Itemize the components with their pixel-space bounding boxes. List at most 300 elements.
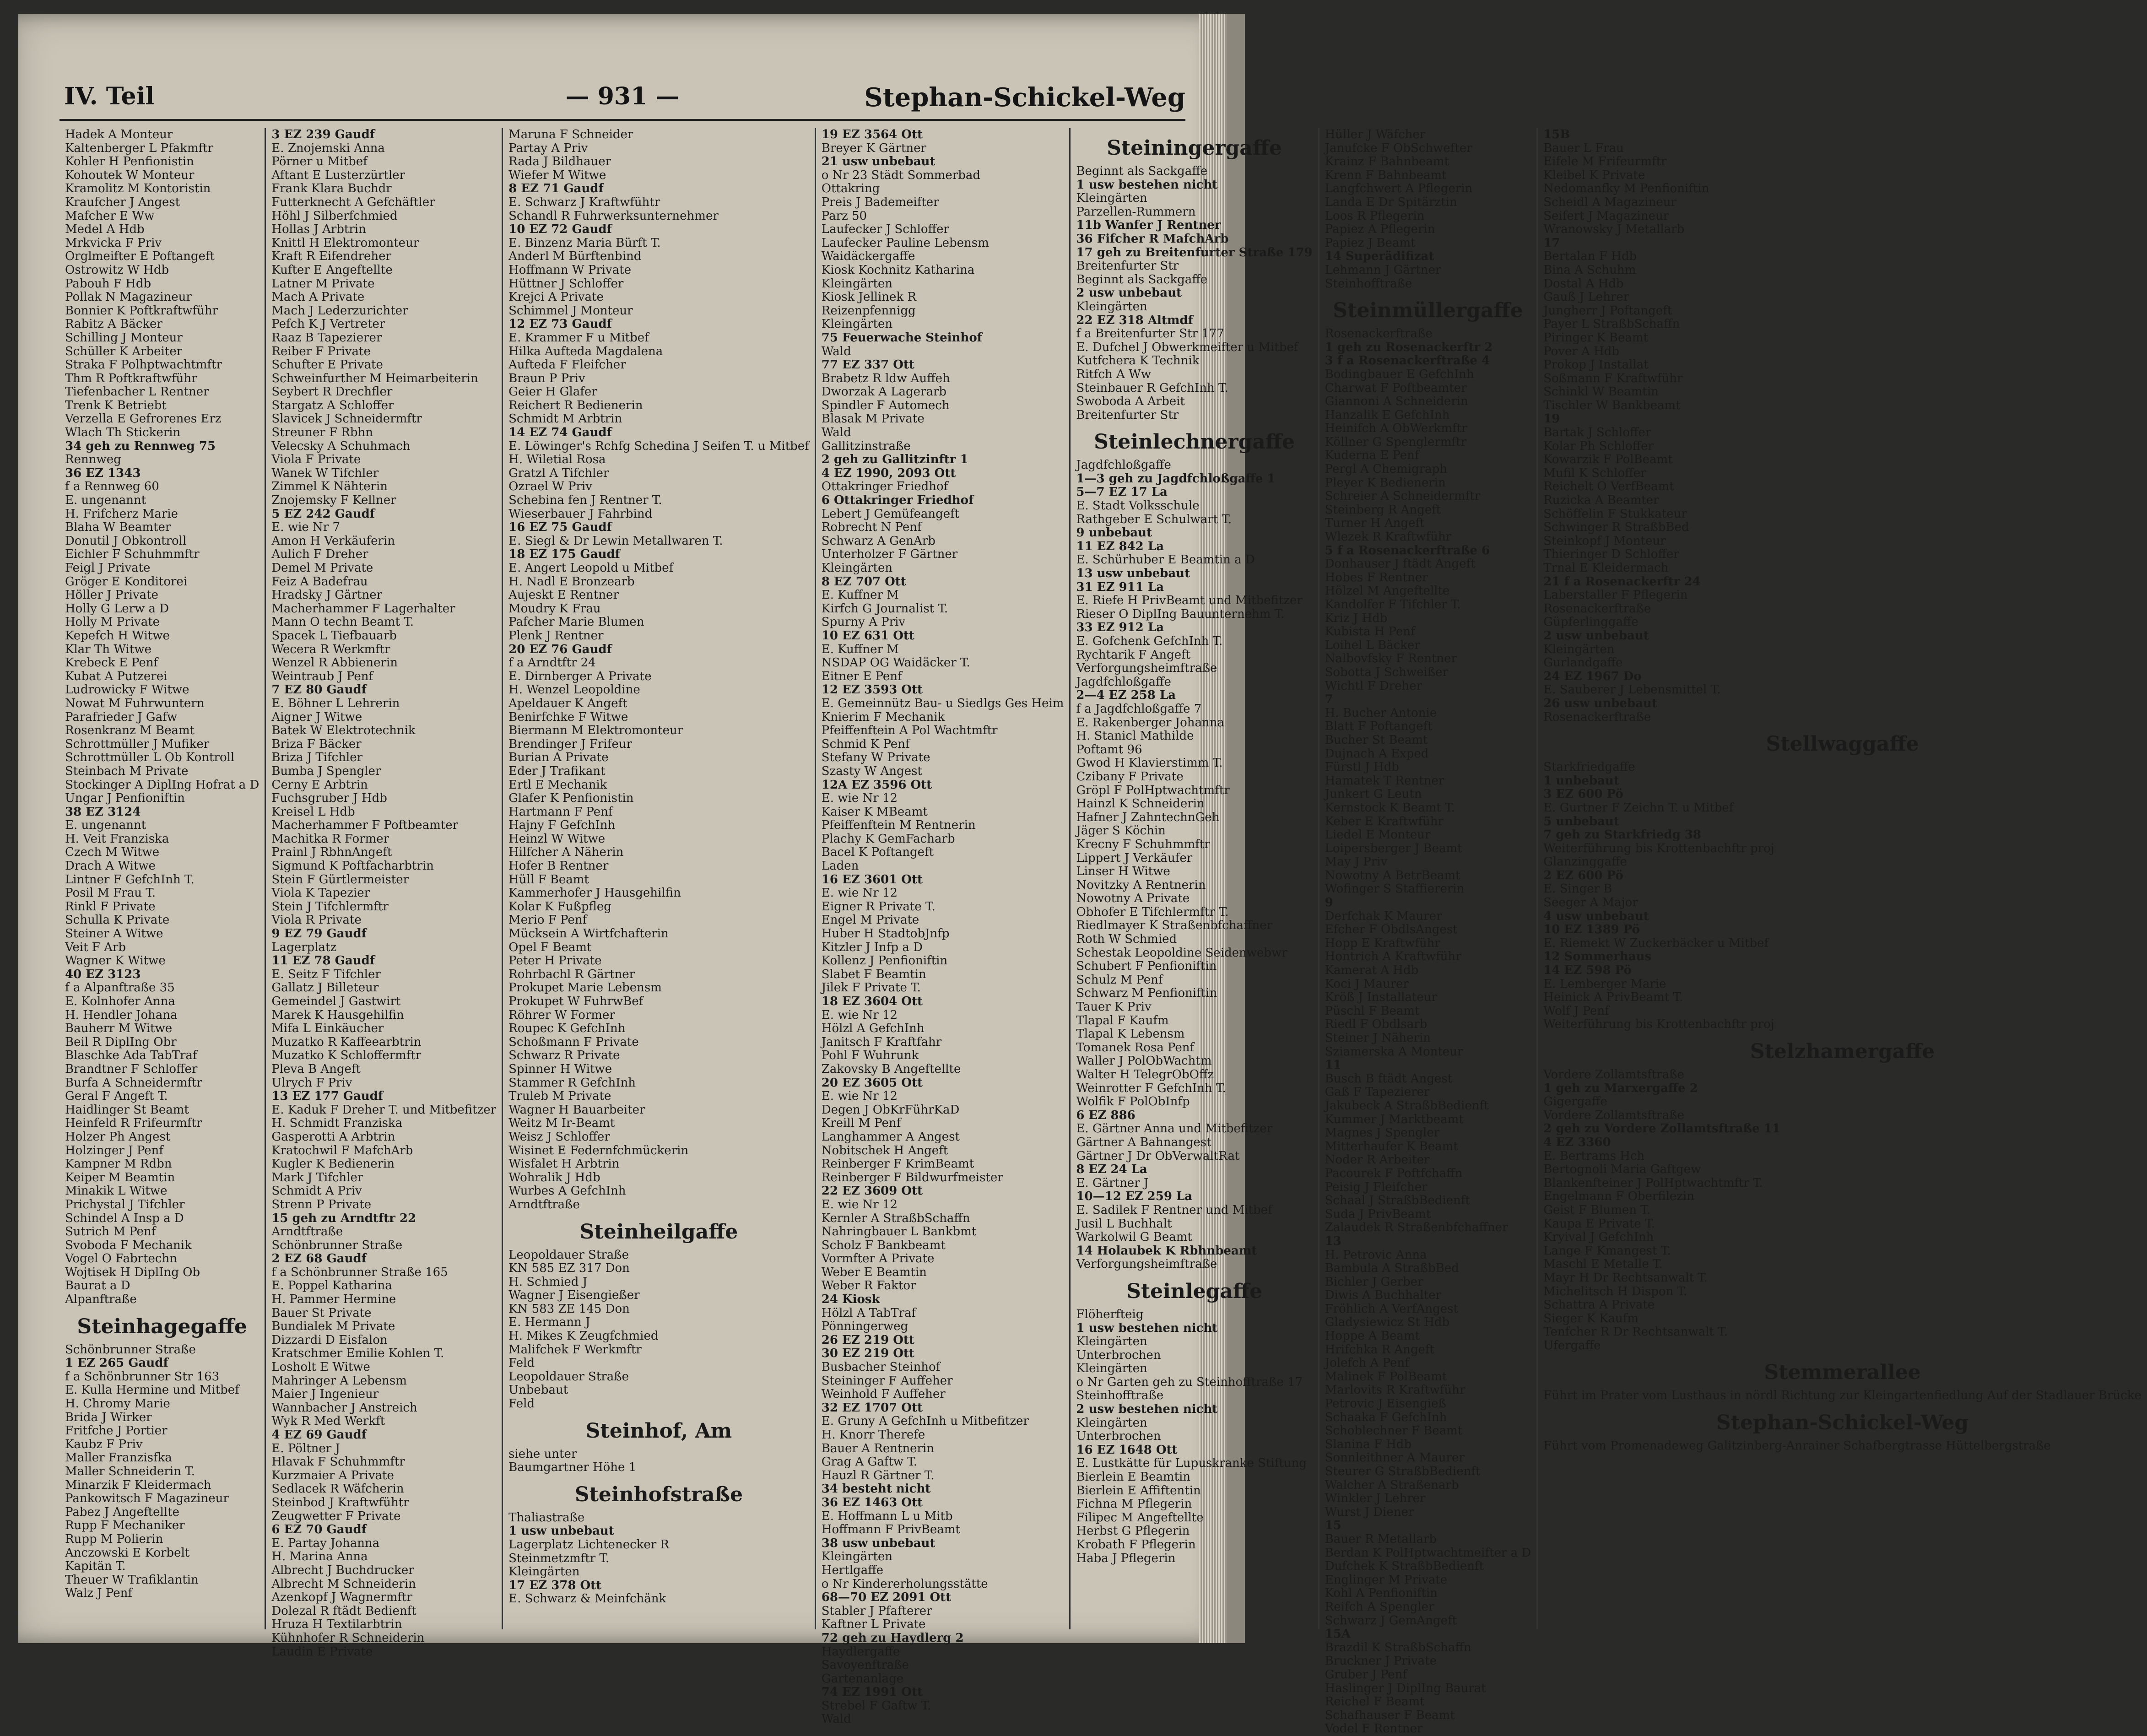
directory-entry: Kugler K Bedienerin [271, 1157, 395, 1171]
directory-entry: Gaß F Tapezierer [1325, 1085, 1430, 1099]
directory-entry: Stockinger A DiplIng Hofrat a D [65, 778, 260, 792]
directory-entry: Bartak J Schloffer [1543, 426, 1651, 440]
directory-entry: Anczowski E Korbelt [65, 1546, 190, 1560]
directory-entry: Gauß J Lehrer [1543, 290, 1629, 304]
street-heading: Steinhof, Am [585, 1419, 732, 1443]
directory-entry: KN 585 EZ 317 Don [508, 1261, 630, 1276]
directory-entry: Weiterführung bis Krottenbachftr proj [1543, 1017, 1774, 1032]
directory-entry: Gallitzinstraße [821, 439, 911, 453]
directory-entry: Briza F Bäcker [271, 737, 362, 751]
directory-entry: Loihel L Bäcker [1325, 638, 1420, 652]
directory-entry: Jagdfchloßgaffe [1076, 675, 1171, 689]
directory-entry: Unbebaut [508, 1383, 568, 1397]
directory-entry: Kleingärten [1076, 1362, 1147, 1376]
directory-entry: Marlovits R Kraftwführ [1325, 1383, 1466, 1397]
directory-entry: Rychtarik F Angeft [1076, 648, 1191, 662]
directory-entry: Aftant E Lusterzürtler [271, 168, 405, 182]
directory-entry: 22 EZ 3609 Ott [821, 1184, 923, 1198]
directory-entry: 74 EZ 1991 Ott [821, 1685, 923, 1699]
directory-entry: Stabler J Pfafterer [821, 1604, 932, 1618]
directory-entry: Prokupet W FuhrwBef [508, 995, 644, 1008]
directory-entry: Turner H Angeft [1325, 516, 1425, 530]
directory-entry: Brendinger J Frifeur [508, 737, 632, 751]
directory-entry: Riedl F Obdlsarb [1325, 1017, 1428, 1032]
directory-entry: Schulz M Penf [1076, 973, 1163, 987]
directory-entry: Strebel F Gaftw T. [821, 1698, 931, 1713]
directory-entry: Tauer K Priv [1076, 1000, 1152, 1014]
directory-entry: E. Lustkätte für Lupuskranke Stiftung [1076, 1456, 1307, 1471]
directory-entry: Peisig J Fleifcher [1325, 1180, 1428, 1194]
directory-entry: Brandtner F Schloffer [65, 1062, 198, 1076]
directory-entry: Leopoldauer Straße [508, 1369, 629, 1384]
directory-entry: Krenn F Bahnbeamt [1325, 168, 1447, 182]
directory-entry: H. Stanicl Mathilde [1076, 729, 1194, 743]
directory-entry: Engel M Private [821, 913, 919, 927]
directory-entry: Kernler A StraßbSchaffn [821, 1211, 970, 1225]
directory-entry: Maier J Ingenieur [271, 1387, 379, 1401]
directory-entry: Blatt F Poftangeft [1325, 719, 1433, 734]
directory-entry: Rosenackerftraße [1543, 601, 1651, 616]
directory-entry: Ritfch A Ww [1076, 367, 1151, 381]
directory-entry: Weinrotter F GefchInh T. [1076, 1081, 1226, 1095]
directory-entry: Krebeck E Penf [65, 656, 158, 670]
directory-entry: Briza J Tifchler [271, 751, 363, 765]
directory-entry: Nowat M Fuhrwuntern [65, 696, 205, 710]
directory-entry: Walcher A Straßenarb [1325, 1478, 1459, 1492]
directory-entry: Reiber F Private [271, 344, 371, 358]
directory-entry: E. Singer B [1543, 882, 1612, 896]
directory-entry: Tiefenbacher L Rentner [65, 385, 209, 399]
directory-entry: Efcher F ObdlsAngest [1325, 923, 1458, 937]
directory-entry: Reinberger F KrimBeamt [821, 1157, 974, 1171]
directory-entry: Geist F Blumen T. [1543, 1203, 1651, 1217]
directory-entry: Schaaka F GefchInh [1325, 1410, 1447, 1424]
directory-entry: 11 EZ 842 La [1076, 539, 1164, 553]
directory-entry: Weber E Beamtin [821, 1265, 927, 1279]
directory-entry: Medel A Hdb [65, 222, 145, 237]
directory-entry: Kubat A Putzerei [65, 669, 168, 683]
directory-entry: Kaltenberger L Pfakmftr [65, 141, 214, 155]
directory-entry: Rennweg [65, 453, 121, 467]
directory-entry: 7 EZ 80 Gaudf [271, 683, 367, 697]
directory-entry: Wagner K Witwe [65, 954, 166, 968]
directory-entry: Warkolwil G Beamt [1076, 1230, 1192, 1244]
directory-entry: Apeldauer K Angeft [508, 696, 627, 710]
directory-entry: Rinkl F Private [65, 899, 156, 914]
directory-entry: Vodel F Rentner [1325, 1722, 1423, 1736]
directory-entry: 19 [1543, 412, 1560, 426]
directory-entry: E. Kuffner M [821, 588, 899, 602]
directory-entry: Junkert G Leutn [1325, 787, 1422, 801]
directory-entry: Sutrich M Penf [65, 1225, 156, 1239]
directory-entry: Pergl A Chemigraph [1325, 462, 1447, 476]
directory-entry: Lippert J Verkäufer [1076, 851, 1193, 865]
directory-entry: Ufergaffe [1543, 1338, 1601, 1352]
directory-entry: Rosenackerftraße [1325, 327, 1433, 341]
directory-entry: 11 [1325, 1058, 1341, 1072]
directory-entry: E. Kuffner M [821, 642, 899, 656]
directory-entry: E. Gärtner J [1076, 1176, 1149, 1190]
directory-entry: Kamerat A Hdb [1325, 963, 1419, 978]
directory-entry: Macherhammer F Lagerhalter [271, 601, 455, 616]
directory-entry: Reinberger F Bildwurfmeister [821, 1170, 1003, 1184]
directory-entry: Dujnach A Exped [1325, 746, 1429, 761]
directory-entry: E. Kulla Hermine und Mitbef [65, 1383, 239, 1397]
directory-entry: 9 unbebaut [1076, 526, 1152, 540]
directory-entry: Wiefer M Witwe [508, 168, 606, 182]
directory-entry: f a Breitenfurter Str 177 [1076, 327, 1224, 341]
directory-entry: Stein J Tifchlermftr [271, 899, 389, 914]
directory-entry: Hlavak F Schuhmmftr [271, 1455, 405, 1469]
directory-entry: Michelitsch H Dispon T. [1543, 1284, 1687, 1298]
directory-entry: Fröhlich A VerfAngest [1325, 1302, 1458, 1316]
directory-entry: Peter H Private [508, 954, 602, 968]
directory-entry: Haydlergaffe [821, 1644, 900, 1659]
directory-entry: Krecny F Schuhmmftr [1076, 837, 1210, 851]
directory-entry: o Nr 23 Städt Sommerbad [821, 168, 981, 182]
directory-entry: Kohoutek W Monteur [65, 168, 195, 182]
directory-entry: Krobath F Pflegerin [1076, 1538, 1196, 1552]
directory-entry: Hanzalik E GefchInh [1325, 408, 1450, 422]
directory-entry: Nowotny A Private [1076, 892, 1190, 906]
directory-entry: Schwarz A GenArb [821, 534, 936, 548]
directory-entry: Steinmetzmftr T. [508, 1551, 610, 1565]
directory-entry: 18 EZ 175 Gaudf [508, 547, 620, 562]
directory-entry: Znojemsky F Kellner [271, 493, 396, 508]
directory-entry: Wald [821, 344, 851, 358]
directory-entry: Schulla K Private [65, 913, 170, 927]
directory-entry: E. wie Nr 12 [821, 886, 898, 900]
directory-entry: Hamatek T Rentner [1325, 773, 1444, 788]
directory-entry: Kammerhofer J Hausgehilfin [508, 886, 681, 900]
directory-entry: Parafrieder J Gafw [65, 710, 178, 724]
directory-entry: Berdan K PolHptwachtmeifter a D [1325, 1546, 1531, 1560]
directory-entry: 14 EZ 598 Pö [1543, 963, 1632, 978]
directory-entry: Rada J Bildhauer [508, 155, 611, 169]
directory-entry: Püschl F Beamt [1325, 1004, 1420, 1018]
directory-entry: 38 EZ 3124 [65, 805, 141, 819]
directory-entry: Holly M Private [65, 615, 160, 629]
directory-entry: Sonnleithner A Maurer [1325, 1451, 1465, 1465]
directory-entry: Piringer K Beamt [1543, 330, 1649, 345]
directory-entry: Schreier A Schneidermftr [1325, 489, 1481, 503]
directory-entry: 10 EZ 1389 Pö [1543, 923, 1640, 937]
street-heading: Steinhofstraße [574, 1482, 743, 1506]
directory-entry: Muzatko R Kaffeearbtrin [271, 1035, 422, 1049]
directory-entry: H. Pammer Hermine [271, 1293, 396, 1307]
directory-entry: Bauer A Rentnerin [821, 1441, 935, 1455]
directory-entry: Pabouh F Hdb [65, 276, 151, 291]
street-heading: Steinmüllergaffe [1333, 299, 1523, 323]
directory-entry: 3 f a Rosenackerftraße 4 [1325, 354, 1490, 368]
directory-entry: Moudry K Frau [508, 601, 601, 616]
directory-entry: Kriz J Hdb [1325, 611, 1388, 625]
directory-entry: 12A EZ 3596 Ott [821, 778, 932, 792]
directory-entry: Hollas J Arbtrin [271, 222, 366, 237]
directory-entry: H. Nadl E Bronzearb [508, 574, 635, 589]
directory-entry: 34 besteht nicht [821, 1482, 931, 1496]
directory-entry: Bertognoli Maria Gaftgew [1543, 1163, 1701, 1177]
directory-entry: Strenn P Private [271, 1197, 372, 1211]
directory-entry: E. Stadt Volksschule [1076, 499, 1200, 513]
directory-entry: 36 EZ 1343 [65, 466, 141, 480]
directory-entry: Kleingärten [1076, 1335, 1147, 1349]
directory-entry: 12 Sommerhaus [1543, 950, 1652, 964]
directory-entry: Opel F Beamt [508, 940, 592, 954]
directory-entry: E. wie Nr 7 [271, 520, 341, 535]
directory-entry: Weintraub J Penf [271, 669, 373, 683]
directory-entry: Jakubeck A StraßbBedienft [1325, 1098, 1489, 1113]
directory-columns [59, 128, 2142, 1736]
directory-entry: Svoboda F Mechanik [65, 1238, 192, 1252]
directory-entry: Roth W Schmied [1076, 932, 1177, 946]
directory-entry: Feld [508, 1397, 535, 1411]
directory-entry: Schoßmann F Private [508, 1035, 639, 1049]
directory-entry: Schufter E Private [271, 358, 383, 372]
directory-entry: 10 EZ 72 Gaudf [508, 222, 612, 237]
directory-entry: Czibany F Private [1076, 769, 1184, 784]
directory-entry: Starkfriedgaffe [1543, 760, 1635, 774]
directory-entry: 6 EZ 886 [1076, 1108, 1136, 1122]
directory-entry: 26 usw unbebaut [1543, 696, 1657, 710]
street-heading: Stemmerallee [1764, 1361, 1921, 1384]
directory-entry: Kepefch H Witwe [65, 628, 170, 643]
directory-entry: 36 Fifcher R MafchArb [1076, 232, 1229, 246]
directory-entry: Latner M Private [271, 276, 375, 291]
directory-entry: Bucher St Beamt [1325, 733, 1428, 747]
directory-entry: Busbacher Steinhof [821, 1360, 941, 1374]
directory-entry: NSDAP OG Waidäcker T. [821, 656, 970, 670]
directory-entry: 4 EZ 3360 [1543, 1135, 1611, 1149]
directory-entry: Langfchwert A Pflegerin [1325, 182, 1473, 196]
directory-entry: Velecsky A Schuhmach [271, 439, 411, 453]
directory-entry: Schebina fen J Rentner T. [508, 493, 662, 508]
directory-entry: 26 EZ 219 Ott [821, 1333, 914, 1347]
directory-entry: Langhammer A Angest [821, 1130, 960, 1144]
directory-entry: Biermann M Elektromonteur [508, 724, 683, 738]
directory-entry: 2—4 EZ 258 La [1076, 688, 1176, 703]
directory-entry: Soßmann F Kraftwführ [1543, 371, 1683, 385]
directory-entry: Zakovsky B Angeftellte [821, 1062, 961, 1076]
directory-entry: 33 EZ 912 La [1076, 621, 1164, 635]
directory-entry: Hilka Aufteda Magdalena [508, 344, 663, 358]
directory-entry: Steinkopf J Monteur [1543, 534, 1666, 548]
directory-entry: Haslinger J DiplIng Baurat [1325, 1681, 1486, 1695]
directory-entry: Cerny E Arbtrin [271, 778, 368, 792]
directory-entry: Jäger S Köchin [1076, 824, 1166, 838]
directory-entry: Blaschke Ada TabTraf [65, 1049, 197, 1063]
directory-column [1069, 128, 1318, 1629]
directory-entry: Lintner F GefchInh T. [65, 872, 195, 887]
directory-entry: 3 EZ 239 Gaudf [271, 128, 375, 141]
directory-entry: Hruza H Textilarbtrin [271, 1617, 402, 1632]
directory-column [59, 128, 265, 1629]
directory-entry: E. Sauberer J Lebensmittel T. [1543, 683, 1721, 697]
directory-entry: Feiz A Badefrau [271, 574, 368, 589]
directory-entry: E. Gemeinnütz Bau- u Siedlgs Ges Heim [821, 696, 1064, 710]
directory-entry: Eigner R Private T. [821, 899, 936, 914]
street-heading: Steiningergaffe [1107, 136, 1282, 160]
directory-entry: Schoblechner F Beamt [1325, 1424, 1463, 1438]
directory-entry: Donhauser J ftädt Angeft [1325, 557, 1476, 571]
directory-entry: Sedlacek R Wäfcherin [271, 1482, 404, 1496]
directory-entry: Eichler F Schuhmmftr [65, 547, 200, 562]
directory-entry: Minarzik F Kleidermach [65, 1478, 211, 1492]
directory-entry: Minakik L Witwe [65, 1184, 168, 1198]
directory-entry: E. Schwarz & Meinfchänk [508, 1592, 666, 1606]
directory-entry: Janufcke F ObSchwefter [1325, 141, 1472, 155]
directory-entry: Mafcher E Ww [65, 209, 155, 223]
directory-entry: Englinger M Private [1325, 1573, 1448, 1587]
directory-entry: Vogel O Fabrtechn [65, 1252, 177, 1266]
directory-entry: Aulich F Dreher [271, 547, 368, 562]
directory-entry: Dolezal R ftädt Bedienft [271, 1604, 416, 1618]
directory-entry: Kraft R Eifendreher [271, 249, 391, 264]
directory-entry: Kohl A Penfioniftin [1325, 1586, 1438, 1601]
directory-entry: Eder J Trafikant [508, 764, 606, 778]
directory-entry: 9 EZ 79 Gaudf [271, 927, 367, 941]
directory-entry: Holly G Lerw a D [65, 601, 169, 616]
directory-entry: Bodingbauer E GefchInh [1325, 367, 1474, 381]
directory-entry: H. Mikes K Zeugfchmied [508, 1329, 659, 1343]
directory-entry: Derfchak K Maurer [1325, 909, 1442, 923]
directory-entry: Breitenfurter Str [1076, 408, 1179, 422]
directory-entry: Bumba J Spengler [271, 764, 381, 778]
directory-entry: Baumgartner Höhe 1 [508, 1460, 637, 1475]
directory-entry: Knierim F Mechanik [821, 710, 945, 724]
directory-entry: Vordere Zollamtsftraße [1543, 1068, 1684, 1082]
directory-entry: Stein F Gürtlermeister [271, 872, 409, 887]
directory-entry: Kohler H Penfionistin [65, 155, 194, 169]
directory-entry: Gallatz J Billeteur [271, 981, 379, 995]
directory-entry: Schwarz M Penfioniftin [1076, 986, 1217, 1000]
directory-entry: E. Riefe H PrivBeamt und Mitbefitzer [1076, 594, 1303, 608]
directory-entry: Weisz J Schloffer [508, 1130, 610, 1144]
directory-entry: 16 EZ 1648 Ott [1076, 1443, 1178, 1457]
directory-entry: Scheidl A Magazineur [1543, 195, 1676, 209]
directory-entry: Rosenackerftraße [1543, 710, 1651, 724]
directory-entry: Kutfchera K Technik [1076, 354, 1200, 368]
directory-entry: Nowotny A BetrBeamt [1325, 868, 1460, 882]
directory-entry: Herbst G Pflegerin [1076, 1524, 1190, 1538]
directory-entry: Charwat F Poftbeamter [1325, 381, 1467, 395]
directory-entry: 13 [1325, 1234, 1341, 1248]
directory-entry: Ottakringer Friedhof [821, 480, 948, 494]
directory-entry: Burfa A Schneidermftr [65, 1076, 202, 1090]
directory-entry: Wagner J Eisengießer [508, 1288, 640, 1303]
directory-entry: Rupp M Polierin [65, 1532, 163, 1546]
directory-entry: Wurst J Diener [1325, 1505, 1414, 1519]
directory-entry: Steurer G StraßbBedienft [1325, 1465, 1481, 1478]
directory-entry: E. Kolnhofer Anna [65, 995, 175, 1008]
directory-entry: Theuer W Trafiklantin [65, 1573, 199, 1587]
directory-entry: 15A [1325, 1627, 1351, 1641]
directory-entry: Kaiser K MBeamt [821, 805, 928, 819]
directory-entry: Azenkopf J Wagnermftr [271, 1590, 412, 1605]
directory-entry: Stefany W Private [821, 751, 930, 765]
directory-entry: Pönningerweg [821, 1320, 909, 1334]
directory-entry: Gemeindel J Gastwirt [271, 995, 401, 1008]
directory-entry: 3 EZ 600 Pö [1543, 787, 1623, 801]
directory-entry: Hrifchka R Angeft [1325, 1342, 1434, 1357]
directory-entry: E. wie Nr 12 [821, 1089, 898, 1103]
directory-entry: Tlapal F Kaufm [1076, 1013, 1169, 1028]
directory-entry: Tenfcher R Dr Rechtsanwalt T. [1543, 1325, 1728, 1339]
directory-entry: Lagerplatz Lichtenecker R [508, 1538, 670, 1552]
directory-entry: Hoppe A Beamt [1325, 1329, 1420, 1343]
directory-entry: Bierlein E Beamtin [1076, 1470, 1191, 1484]
directory-entry: Wohralik J Hdb [508, 1170, 600, 1184]
directory-entry: 40 EZ 3123 [65, 967, 141, 981]
directory-entry: Robrecht N Penf [821, 520, 922, 535]
directory-entry: Mrkvicka F Priv [65, 236, 162, 250]
directory-entry: Liedel E Monteur [1325, 828, 1431, 842]
directory-entry: Walz J Penf [65, 1586, 133, 1601]
directory-entry: E. Sadilek F Rentner und Mitbef [1076, 1203, 1272, 1217]
directory-entry: Bina A Schuhm [1543, 263, 1636, 277]
directory-entry: f a Schönbrunner Straße 165 [271, 1265, 448, 1279]
directory-entry: Röhrer W Former [508, 1008, 615, 1022]
directory-entry: Steinhofftraße [1076, 1389, 1164, 1403]
directory-entry: 30 EZ 219 Ott [821, 1347, 914, 1361]
directory-entry: Kubista H Penf [1325, 625, 1415, 639]
directory-entry: Kleingärten [1076, 1416, 1147, 1430]
directory-entry: E. Krammer F u Mitbef [508, 330, 649, 345]
directory-entry: Glanzinggaffe [1543, 855, 1627, 869]
directory-entry: Viola K Tapezier [271, 886, 370, 900]
directory-entry: E. Böhner L Lehrerin [271, 696, 400, 710]
directory-entry: E. Löwinger's Rchfg Schedina J Seifen T. u Mitbef [508, 439, 809, 453]
directory-entry: 14 Holaubek K Rbhnbeamt [1076, 1244, 1257, 1258]
directory-entry: Schwarz R Private [508, 1049, 620, 1063]
directory-entry: Klar Th Witwe [65, 642, 151, 656]
directory-entry: Waidäckergaffe [821, 249, 915, 264]
directory-column [265, 128, 502, 1659]
directory-entry: E. Schürhuber E Beamtin a D [1076, 553, 1255, 567]
directory-entry: Steinbauer R GefchInh T. [1076, 381, 1228, 395]
directory-entry: Kummer J Marktbeamt [1325, 1112, 1464, 1126]
directory-entry: Führt vom Promenadeweg Galitzinberg-Anrainer Schafbergtrasse Hüttelbergstraße [1543, 1439, 2051, 1453]
directory-entry: E. Hermann J [508, 1315, 590, 1330]
directory-entry: Rieser O DiplIng Bauunternehm T. [1076, 607, 1285, 621]
directory-entry: Rosenkranz M Beamt [65, 724, 195, 738]
directory-column [815, 128, 1070, 1726]
directory-entry: Sobotta J Schweißer [1325, 665, 1448, 679]
directory-entry: 5 unbebaut [1543, 814, 1619, 828]
directory-entry: Kleibel K Private [1543, 168, 1645, 182]
directory-entry: Wieserbauer J Fahrbind [508, 507, 653, 521]
directory-entry: Breyer K Gärtner [821, 141, 926, 155]
directory-entry: E. Gurtner F Zeichn T. u Mitbef [1543, 800, 1734, 815]
directory-entry: E. Bertrams Hch [1543, 1149, 1645, 1163]
directory-entry: Kaftner L Private [821, 1617, 926, 1632]
directory-entry: Weinhold F Auffeher [821, 1387, 946, 1401]
directory-entry: Wald [821, 426, 851, 440]
directory-entry: f a Schönbrunner Str 163 [65, 1369, 220, 1384]
directory-entry: Slanina F Hdb [1325, 1437, 1412, 1451]
directory-entry: Wranowsky J Metallarb [1543, 222, 1685, 237]
directory-entry: Papiez J Beamt [1325, 236, 1416, 250]
directory-entry: E. wie Nr 12 [821, 791, 898, 806]
directory-entry: Braun P Priv [508, 371, 585, 385]
directory-entry: Bacel K Poftangeft [821, 845, 934, 860]
directory-entry: Hölzl A GefchInh [821, 1022, 925, 1036]
directory-entry: 13 usw unbebaut [1076, 567, 1190, 581]
directory-entry: Eifele M Frifeurmftr [1543, 155, 1667, 169]
directory-entry: Kramolitz M Kontoristin [65, 182, 211, 196]
directory-entry: Schilling J Monteur [65, 330, 183, 345]
directory-entry: Pleyer K Bedienerin [1325, 476, 1446, 490]
